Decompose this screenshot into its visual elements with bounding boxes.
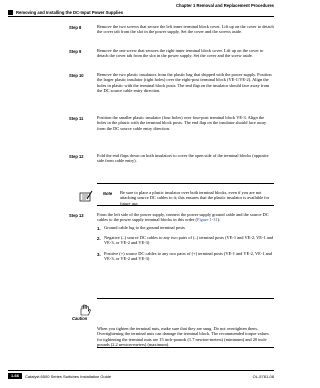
page-number: 1-66 xyxy=(8,373,22,379)
chapter-header: Chapter 1 Removal and Replacement Procedures xyxy=(176,3,274,8)
list-item-number: 3. xyxy=(97,252,101,257)
step-label: Step 8 xyxy=(69,25,82,30)
list-item: Positive (+) source DC cables to any two pairs of (+) terminal posts (VE-1 and VE-2, VE-1 and VE-3, or VE-2 and VE-3) xyxy=(104,251,272,262)
step-label: Step 12 xyxy=(69,154,84,159)
caution-text: When you tighten the terminal nuts, make sure that they are snug. Do not overtighten them. Overtightening the terminal nuts can damage the terminal block. The recommended torque values for tightening the terminal nuts are 15 inch-pounds (1.7 newton-meters) (minimum) and 20 inch-pounds (2.2 newton-meters) (maximum). xyxy=(97,326,269,348)
step-label: Step 9 xyxy=(69,49,82,54)
header-rule xyxy=(8,16,274,17)
section-marker xyxy=(8,10,13,15)
list-item-number: 1. xyxy=(97,226,101,231)
note-pencil-icon xyxy=(79,189,93,207)
step-label: Step 11 xyxy=(69,116,84,121)
document-number: OL-5781-08 xyxy=(252,374,274,379)
caution-label: Caution xyxy=(72,316,88,321)
step-text: Remove the two plastic insulators from the plastic bag that shipped with the power supply. Position the larger plastic insulator (right holes) over the eight-post terminal block (VE-1/VE-2). Align the holes in plastic with the terminal block posts. The end flap on the insulator should face away from the DC source cable entry direction. xyxy=(97,72,272,94)
step-label: Step 13 xyxy=(69,213,84,218)
caution-rule-bottom xyxy=(97,347,274,348)
note-rule-top xyxy=(97,183,274,184)
figure-link[interactable]: Figure 1-31 xyxy=(197,217,218,223)
step-text: Fold the end flaps down on both insulators to cover the open side of the terminal blocks (opposite side from cable entry). xyxy=(97,153,269,164)
step-text: Remove the two screws that secure the left inner terminal block cover. Lift up on the cover to detach the cover tab from the slot in the power supply. Set the cover and the screws aside. xyxy=(97,24,274,35)
note-text: Be sure to place a plastic insulator over both terminal blocks, even if you are not attaching source DC cables to it; this ensures that the plastic insulator is available for future use. xyxy=(120,190,270,206)
footer-rule xyxy=(8,370,274,371)
step-text: From the left side of the power supply, connect the power supply ground cable and the source DC cables to the power supply terminal blocks in this order (Figure 1-31): xyxy=(97,212,269,223)
note-label: Note xyxy=(103,191,113,196)
caution-rule-top xyxy=(97,298,274,299)
section-header: Removing and Installing the DC-Input Power Supplies xyxy=(16,10,124,15)
list-item-number: 2. xyxy=(97,236,101,241)
list-item: Ground cable lug to the ground terminal posts xyxy=(104,225,185,230)
step-label: Step 10 xyxy=(69,73,84,78)
list-item: Negative (–) source DC cables to any two pairs of (–) terminal posts (VE-1 and VE-2, VE-1 and VE-3, or VE-2 and VE-3) xyxy=(104,235,274,246)
step-text: Position the smaller plastic insulator (four holes) over four-post terminal block VE-3. Align the holes in the plastic with the terminal block posts. The end flap on the insulator should face away from the DC source cable entry direction. xyxy=(97,115,267,131)
note-rule-bottom xyxy=(97,205,274,206)
step-text: Remove the one screw that secures the right inner terminal block cover. Lift up on the cover to detach the cover tab from the slot in the power supply. Set the cover and the screw aside. xyxy=(97,48,264,59)
footer-title: Catalyst 6500 Series Switches Installation Guide xyxy=(25,374,112,379)
